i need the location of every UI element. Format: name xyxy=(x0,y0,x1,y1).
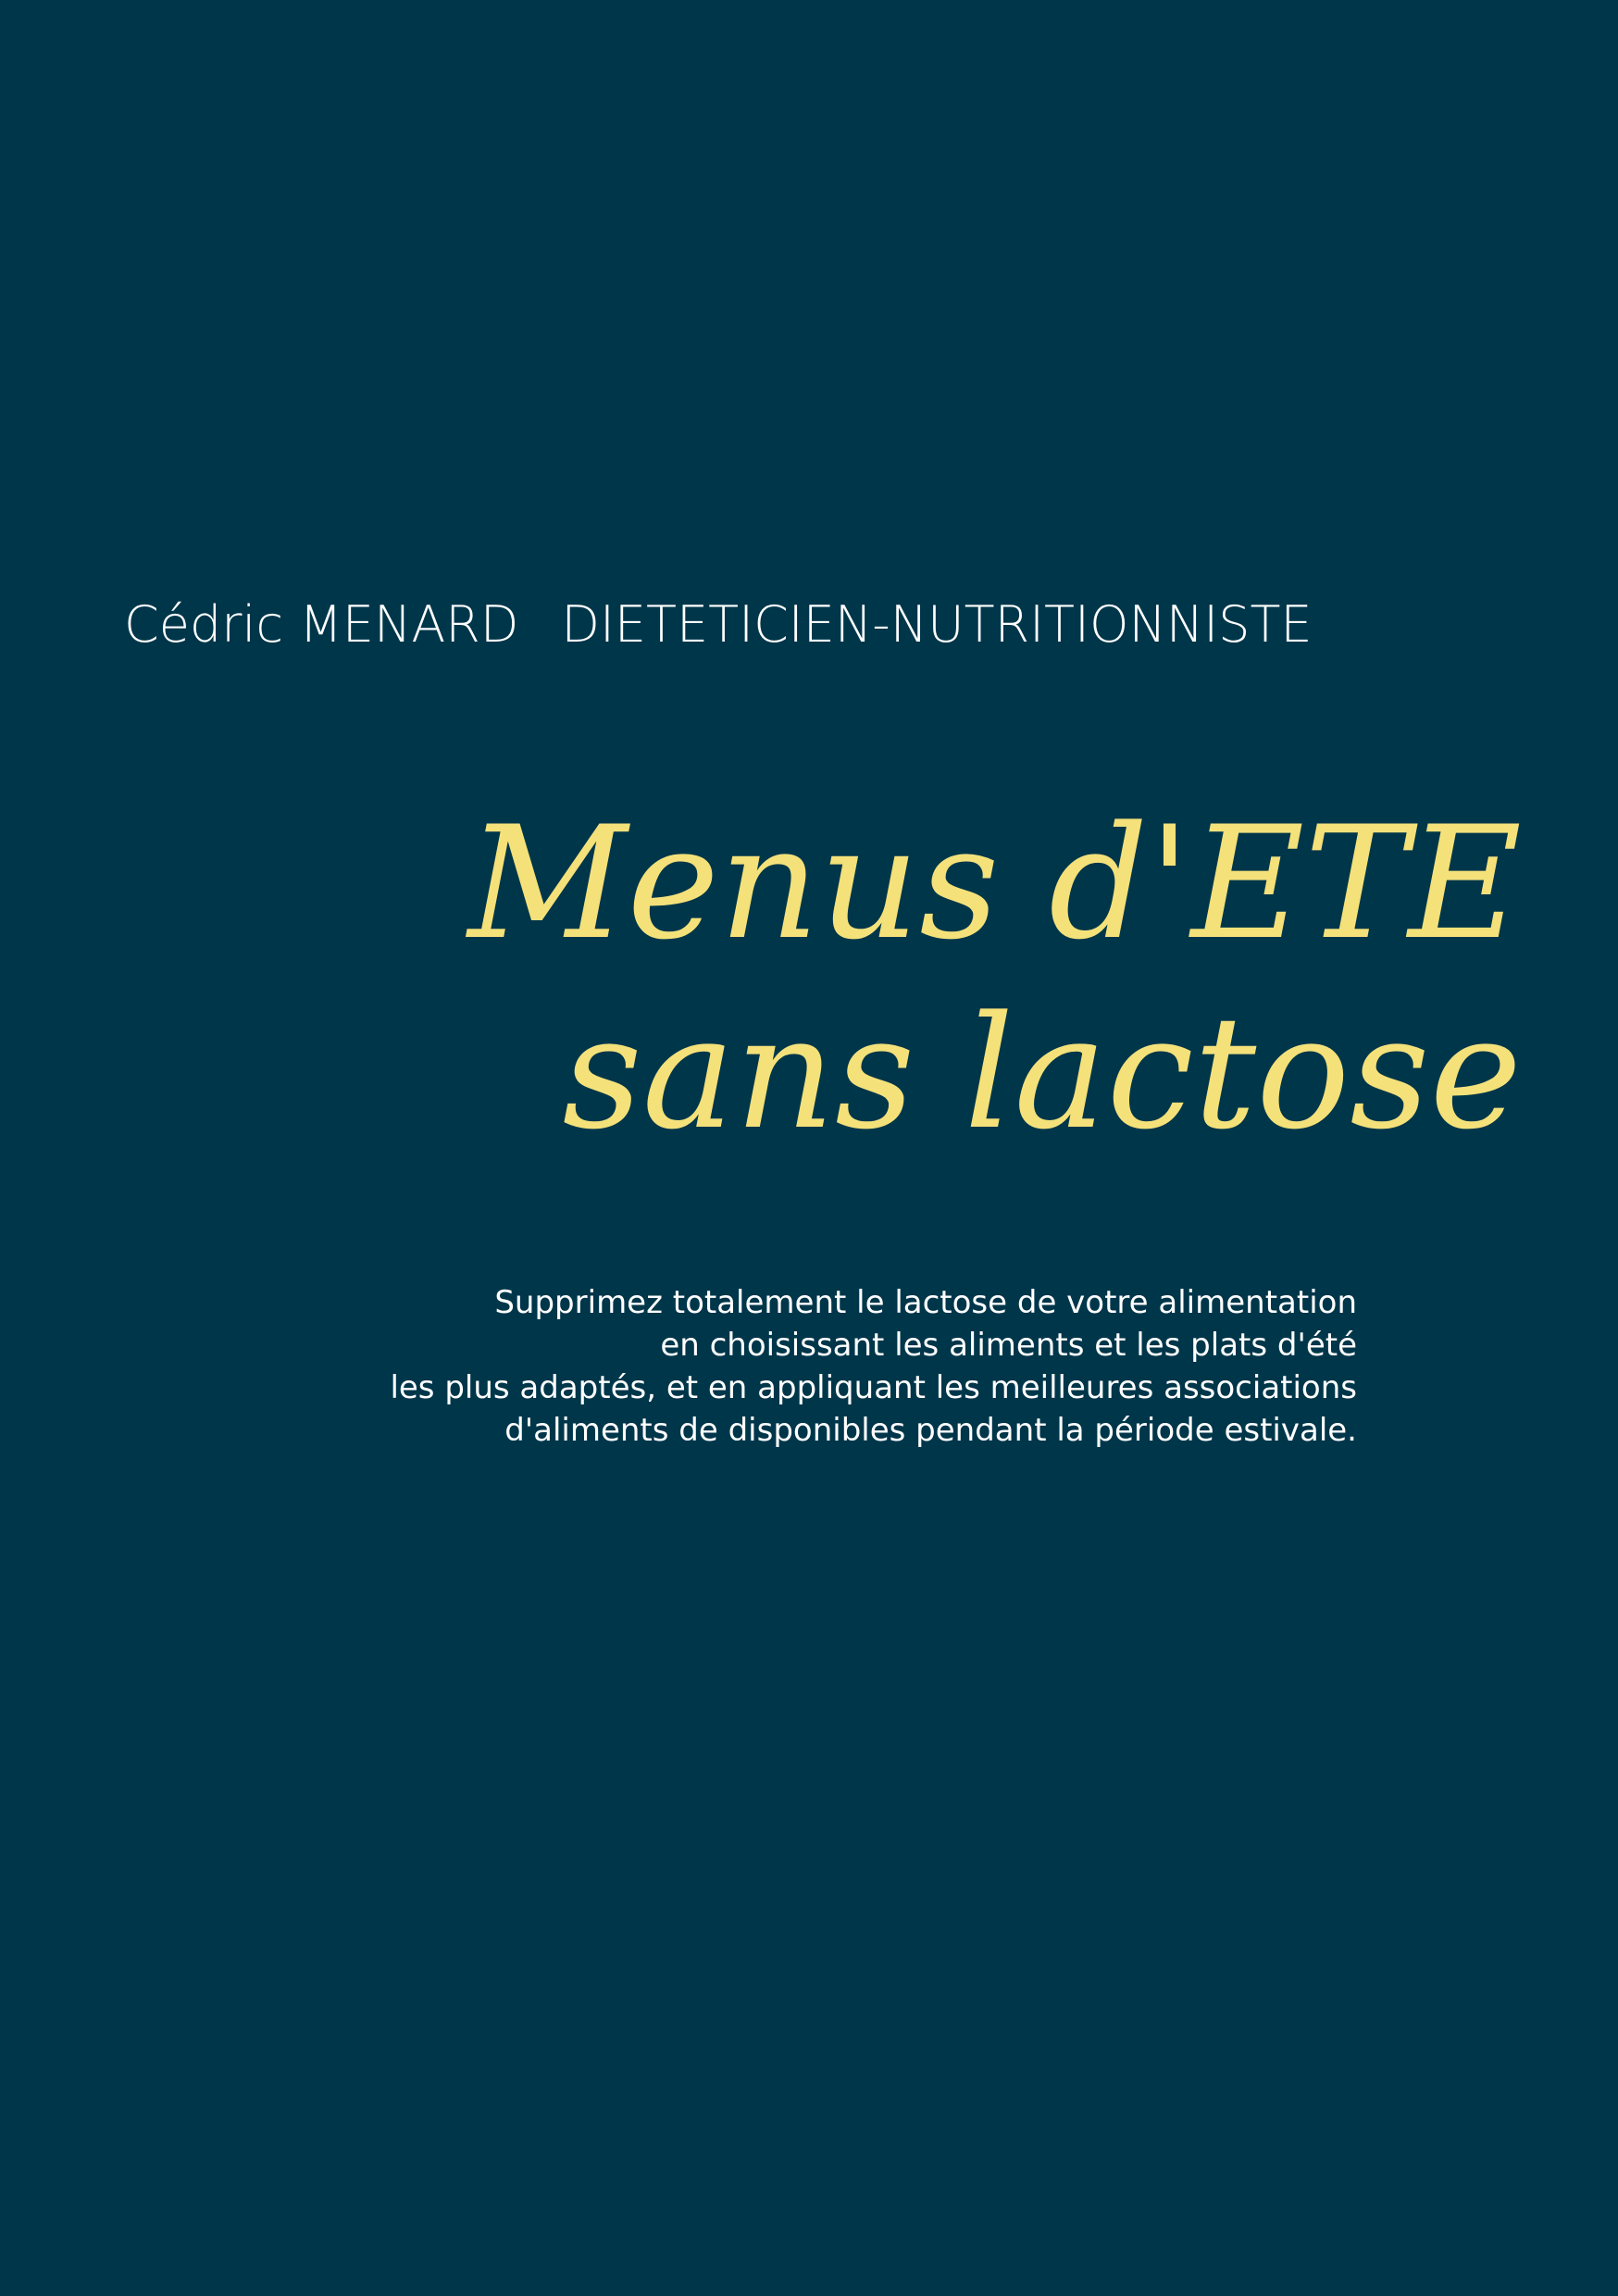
subtitle-line-3: les plus adaptés, et en appliquant les meilleures associations xyxy=(390,1369,1357,1406)
book-title xyxy=(467,789,1522,1168)
subtitle-line-1: Supprimez totalement le lactose de votre alimentation xyxy=(494,1284,1357,1321)
author-line xyxy=(124,593,1313,657)
subtitle-line-2: en choisissant les aliments et les plats d'été xyxy=(660,1327,1357,1364)
title-line-1: Menus d'ETE xyxy=(467,792,1522,974)
author-name: Cédric MENARD xyxy=(124,595,519,654)
title-line-2: sans lactose xyxy=(562,982,1522,1164)
subtitle-line-4: d'aliments de disponibles pendant la période estivale. xyxy=(504,1412,1357,1449)
author-profession: DIETETICIEN-NUTRITIONNISTE xyxy=(561,595,1313,654)
book-subtitle xyxy=(390,1281,1357,1452)
